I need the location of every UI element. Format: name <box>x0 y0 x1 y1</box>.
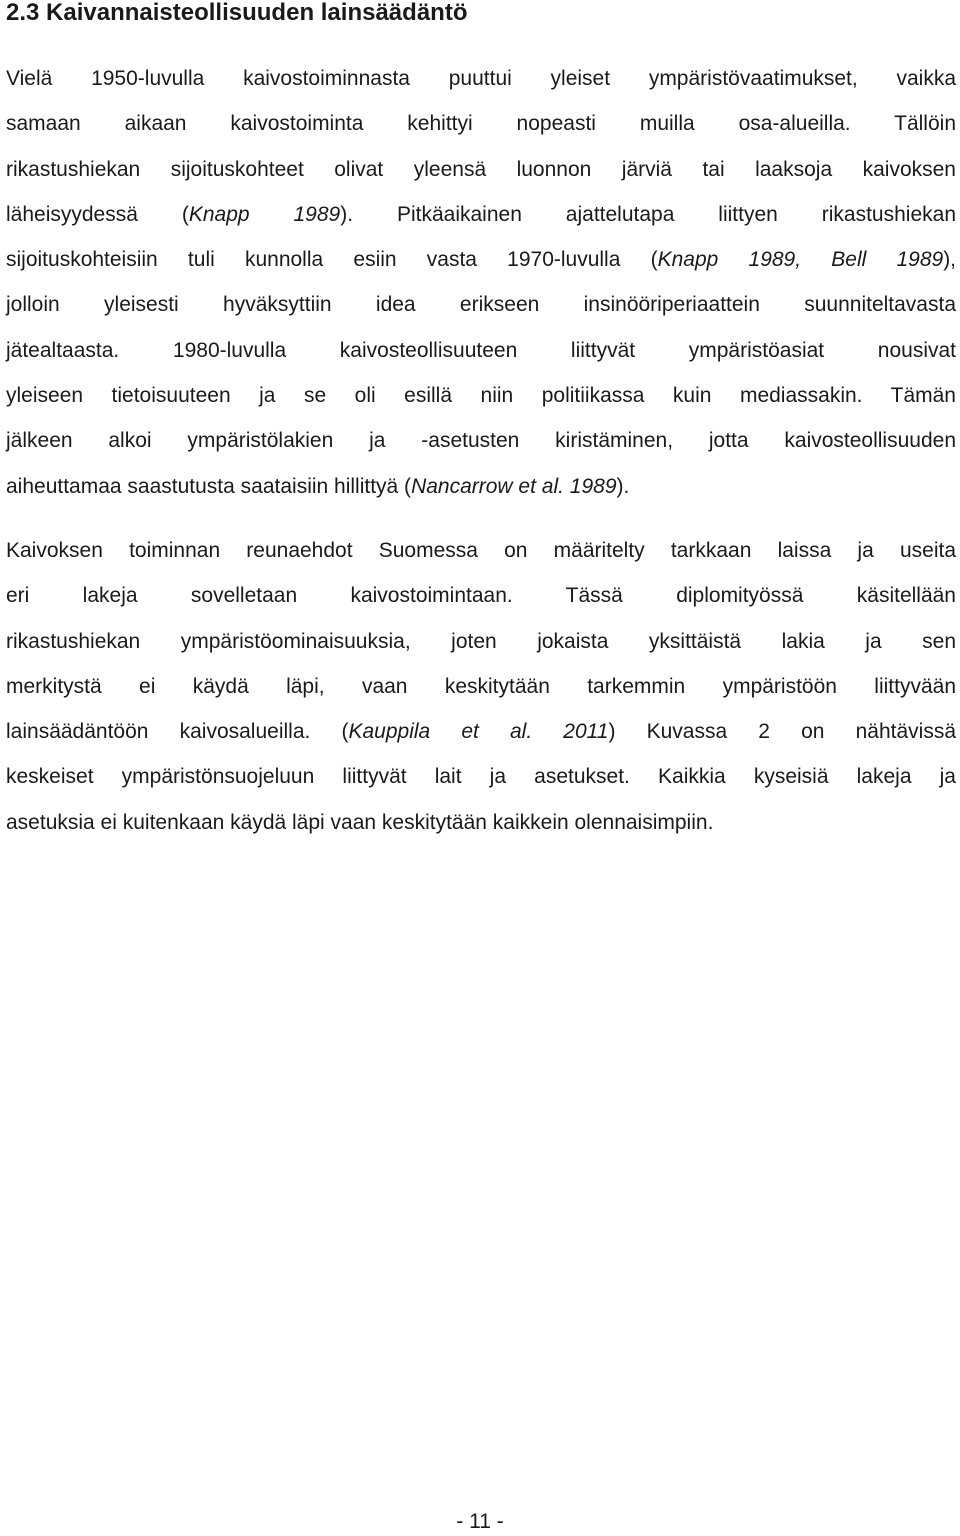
text-segment: Vielä 1950-luvulla kaivostoiminnasta puuttui yleiset ympäristövaatimukset, vaikka <box>6 67 956 90</box>
text-segment: lainsäädäntöön kaivosalueilla. ( <box>6 720 349 744</box>
text-line <box>6 619 956 664</box>
text-segment: ). <box>616 474 630 498</box>
text-segment: ). Pitkäaikainen ajattelutapa liittyen rikastushiekan <box>340 202 956 226</box>
citation-text: Knapp 1989, Bell 1989 <box>657 248 944 272</box>
text-segment: rikastushiekan ympäristöominaisuuksia, joten jokaista yksittäistä lakia ja sen <box>6 629 956 653</box>
citation-text: Kauppila et al. 2011 <box>348 720 609 744</box>
text-line <box>6 147 956 192</box>
text-line <box>6 800 956 845</box>
text-segment: läheisyydessä ( <box>6 202 189 226</box>
text-segment: rikastushiekan sijoituskohteet olivat yleensä luonnon järviä tai laaksoja kaivoksen <box>6 157 956 181</box>
text-segment: ), <box>943 248 957 272</box>
text-line <box>6 418 956 463</box>
text-segment: asetuksia ei kuitenkaan käydä läpi vaan keskitytään kaikkein olennaisimpiin. <box>6 810 714 834</box>
text-segment: yleiseen tietoisuuteen ja se oli esillä niin politiikassa kuin mediassakin. Tämän <box>6 384 956 408</box>
text-line <box>6 373 956 418</box>
text-line <box>6 282 956 327</box>
text-segment: ) Kuvassa 2 on nähtävissä <box>608 720 956 744</box>
text-segment: jolloin yleisesti hyväksyttiin idea erikseen insinööriperiaattein suunniteltavasta <box>6 293 956 317</box>
body-paragraph <box>6 528 956 845</box>
text-segment: keskeiset ympäristönsuojeluun liittyvät lait ja asetukset. Kaikkia kyseisiä lakeja ja <box>6 765 956 789</box>
page-number: - 11 - <box>456 1510 504 1533</box>
text-line <box>6 101 956 146</box>
text-line <box>6 573 956 618</box>
text-segment: jätealtaasta. 1980-luvulla kaivosteollisuuteen liittyvät ympäristöasiat nousivat <box>6 338 956 362</box>
text-segment: Kaivoksen toiminnan reunaehdot Suomessa on määritelty tarkkaan laissa ja useita <box>6 539 956 562</box>
text-segment: samaan aikaan kaivostoiminta kehittyi nopeasti muilla osa-alueilla. Tällöin <box>6 112 956 136</box>
text-segment: eri lakeja sovelletaan kaivostoimintaan. Tässä diplomityössä käsitellään <box>6 584 956 608</box>
text-line <box>6 237 956 282</box>
text-line <box>6 328 956 373</box>
text-segment: sijoituskohteisiin tuli kunnolla esiin vasta 1970-luvulla ( <box>6 248 658 272</box>
text-segment: aiheuttamaa saastutusta saataisiin hillittyä ( <box>6 474 412 498</box>
text-segment: jälkeen alkoi ympäristölakien ja -asetusten kiristäminen, jotta kaivosteollisuuden <box>6 429 956 453</box>
citation-text: Knapp 1989 <box>188 202 341 226</box>
citation-text: Nancarrow et al. 1989 <box>411 474 617 498</box>
text-line <box>6 192 956 237</box>
text-segment: merkitystä ei käydä läpi, vaan keskitytään tarkemmin ympäristöön liittyvään <box>6 674 956 698</box>
text-line <box>6 56 956 101</box>
text-line <box>6 709 956 754</box>
text-line <box>6 528 956 573</box>
text-line <box>6 664 956 709</box>
section-heading: 2.3 Kaivannaisteollisuuden lainsäädäntö <box>6 0 468 26</box>
text-line <box>6 754 956 799</box>
text-line <box>6 464 956 509</box>
body-paragraph <box>6 56 956 509</box>
